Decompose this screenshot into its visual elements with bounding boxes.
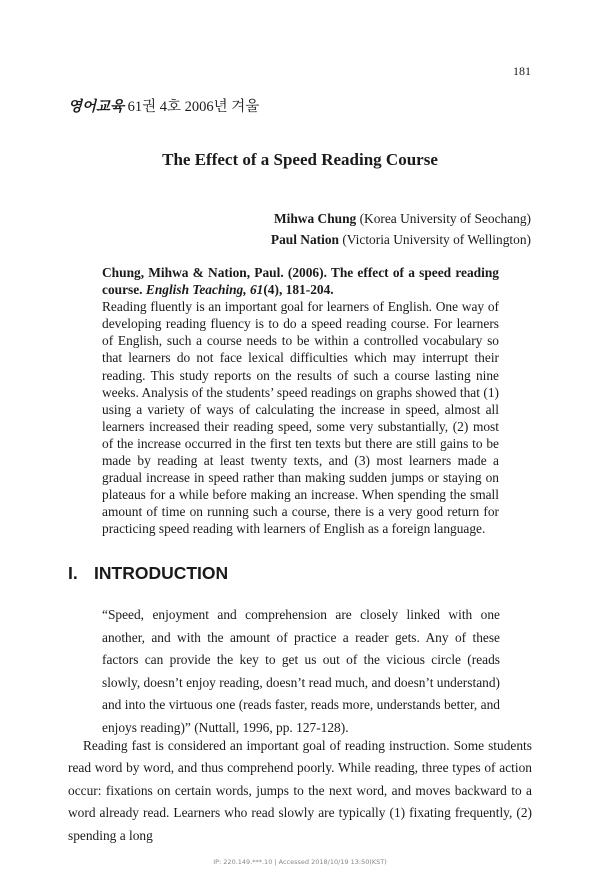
citation: Chung, Mihwa & Nation, Paul. (2006). The effect of a speed reading course. English Teaching, 61(4), 181-204. (102, 265, 499, 298)
citation-journal: English Teaching, 61 (145, 282, 264, 298)
journal-header (68, 95, 259, 116)
block-quote: “Speed, enjoyment and comprehension are closely linked with one another, and with the amount of practice a reader gets. Any of these factors can provide the key to get us out of the vicious circle (reads slowly, doesn’t enjoy reading, doesn’t read much, and doesn’t understand) and into the virtuous one (reads faster, reads more, understands better, and enjoys reading)” (Nuttall, 1996, pp. 127-128). (102, 607, 500, 735)
abstract-text: Reading fluently is an important goal for learners of English. One way of developing reading fluency is to do a speed reading course. For learners of English, such a course needs to be within a controlled vocabulary so that learners do not face lexical difficulties which may interrupt their reading. This study reports on the results of such a course lasting nine weeks. Analysis of the students’ speed readings on graphs showed that (1) using a variety of ways of calculating the increase in speed, almost all learners increased their reading speed, some very substantially, (2) most of the increase occurred in the first ten texts but there are still gains to be made by reading at least twenty texts, and (3) most learners made a gradual increase in speed rather than making sudden jumps or staying on plateaus for a while before making an increase. When spending the small amount of time on running such a course, there is a very good return for practicing speed reading with learners of English as a foreign language. (102, 299, 499, 537)
author-line (271, 229, 531, 250)
journal-name: 영어교육 (68, 99, 125, 115)
author-name: Mihwa Chung (274, 211, 357, 226)
abstract-block (102, 264, 499, 538)
author-name: Paul Nation (270, 232, 339, 247)
author-affiliation: (Victoria University of Wellington) (339, 232, 531, 247)
section-number: I. (68, 563, 78, 583)
body-paragraph: Reading fast is considered an important goal of reading instruction. Some students read word by word, and thus comprehend poorly. While reading, three types of action occur: fixations on certain words, jumps to the next word, and moves backward to a word already read. Learners who read slowly are typically (1) fixating frequently, (2) spending a long (68, 738, 532, 843)
author-block (271, 208, 531, 250)
section-title: INTRODUCTION (94, 563, 229, 583)
journal-issue: 61권 4호 2006년 겨울 (124, 99, 260, 115)
author-line (271, 208, 531, 229)
section-heading (68, 563, 228, 584)
access-footer: IP: 220.149.***.10 | Accessed 2018/10/19 13:50(KST) (213, 858, 387, 866)
paper-title: The Effect of a Speed Reading Course (162, 150, 438, 169)
author-affiliation: (Korea University of Seochang) (356, 211, 531, 226)
page-number: 181 (513, 64, 531, 78)
